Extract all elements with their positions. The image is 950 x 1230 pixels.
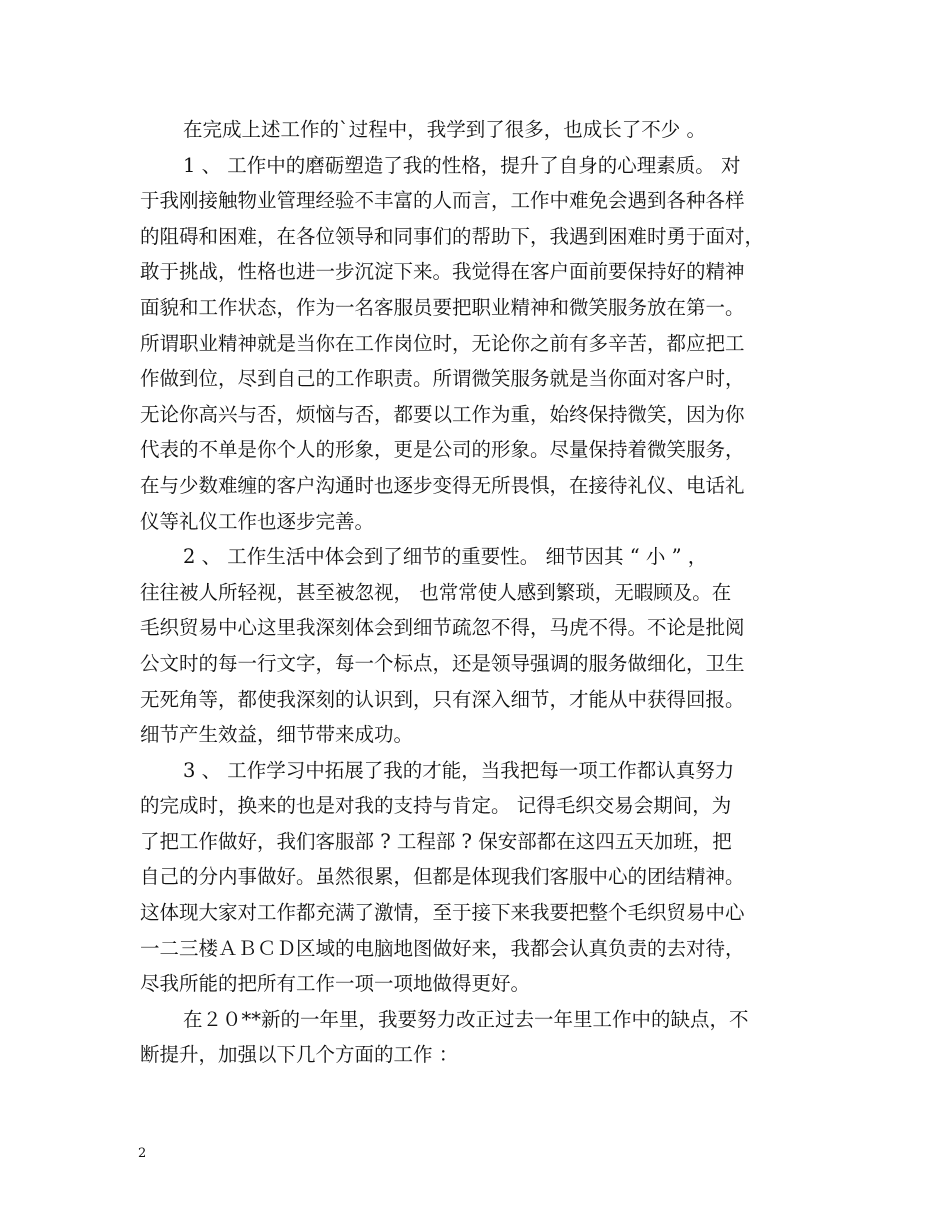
text-line: 作做到位，尽到自己的工作职责。所谓微笑服务就是当你面对客户时，: [140, 367, 745, 391]
text-line: 在与少数难缠的客户沟通时也逐步变得无所畏惧，在接待礼仪、电话礼: [140, 473, 745, 497]
text-line: 自己的分内事做好。虽然很累，但都是体现我们客服中心的团结精神。: [140, 865, 745, 889]
text-line: 面貌和工作状态，作为一名客服员要把职业精神和微笑服务放在第一。: [140, 295, 745, 319]
text-line: 仪等礼仪工作也逐步完善。: [140, 509, 375, 533]
page-number: 2: [138, 1146, 147, 1161]
text-line: 断提升，加强以下几个方面的工作 ：: [140, 1043, 459, 1067]
text-line: 的阻碍和困难，在各位领导和同事们的帮助下，我遇到困难时勇于面对，: [140, 224, 765, 248]
text-line: 的完成时，换来的也是对我的支持与肯定。 记得毛织交易会期间，为: [140, 794, 732, 818]
text-line: 敢于挑战，性格也进一步沉淀下来。我觉得在客户面前要保持好的精神: [140, 260, 745, 284]
text-line: 往往被人所轻视，甚至被忽视， 也常常使人感到繁琐，无暇顾及。在: [140, 580, 732, 604]
text-line: 2 、 工作生活中体会到了细节的重要性。 细节因其 “ 小 ” ，: [183, 545, 708, 569]
text-line: 代表的不单是你个人的形象，更是公司的形象。尽量保持着微笑服务，: [140, 438, 745, 462]
text-line: 无死角等，都使我深刻的认识到，只有深入细节，才能从中获得回报。: [140, 687, 745, 711]
text-line: 尽我所能的把所有工作一项一项地做得更好。: [140, 972, 531, 996]
text-line: 所谓职业精神就是当你在工作岗位时，无论你之前有多辛苦，都应把工: [140, 331, 745, 355]
text-line: 在２０**新的一年里，我要努力改正过去一年里工作中的缺点，不: [183, 1007, 749, 1031]
text-line: 公文时的每一行文字，每一个标点，还是领导强调的服务做细化，卫生: [140, 651, 745, 675]
document-body: [140, 112, 820, 1073]
text-line: 无论你高兴与否，烦恼与否，都要以工作为重，始终保持微笑，因为你: [140, 402, 745, 426]
text-line: 了把工作做好，我们客服部 ? 工程部 ? 保安部都在这四五天加班，把: [140, 829, 732, 853]
text-line: 3 、 工作学习中拓展了我的才能，当我把每一项工作都认真努力: [183, 758, 735, 782]
text-line: 这体现大家对工作都充满了激情，至于接下来我要把整个毛织贸易中心: [140, 901, 745, 925]
text-line: 在完成上述工作的`过程中，我学到了很多，也成长了不少 。: [183, 118, 706, 141]
text-line: 细节产生效益，细节带来成功。: [140, 723, 414, 747]
text-line: 1 、 工作中的磨砺塑造了我的性格，提升了自身的心理素质。 对: [183, 153, 741, 177]
text-line: 一二三楼ＡＢＣＤ区域的电脑地图做好来，我都会认真负责的去对待，: [140, 936, 745, 960]
text-line: 于我刚接触物业管理经验不丰富的人而言，工作中难免会遇到各种各样: [140, 189, 745, 213]
text-line: 毛织贸易中心这里我深刻体会到细节疏忽不得，马虎不得。不论是批阅: [140, 616, 745, 640]
